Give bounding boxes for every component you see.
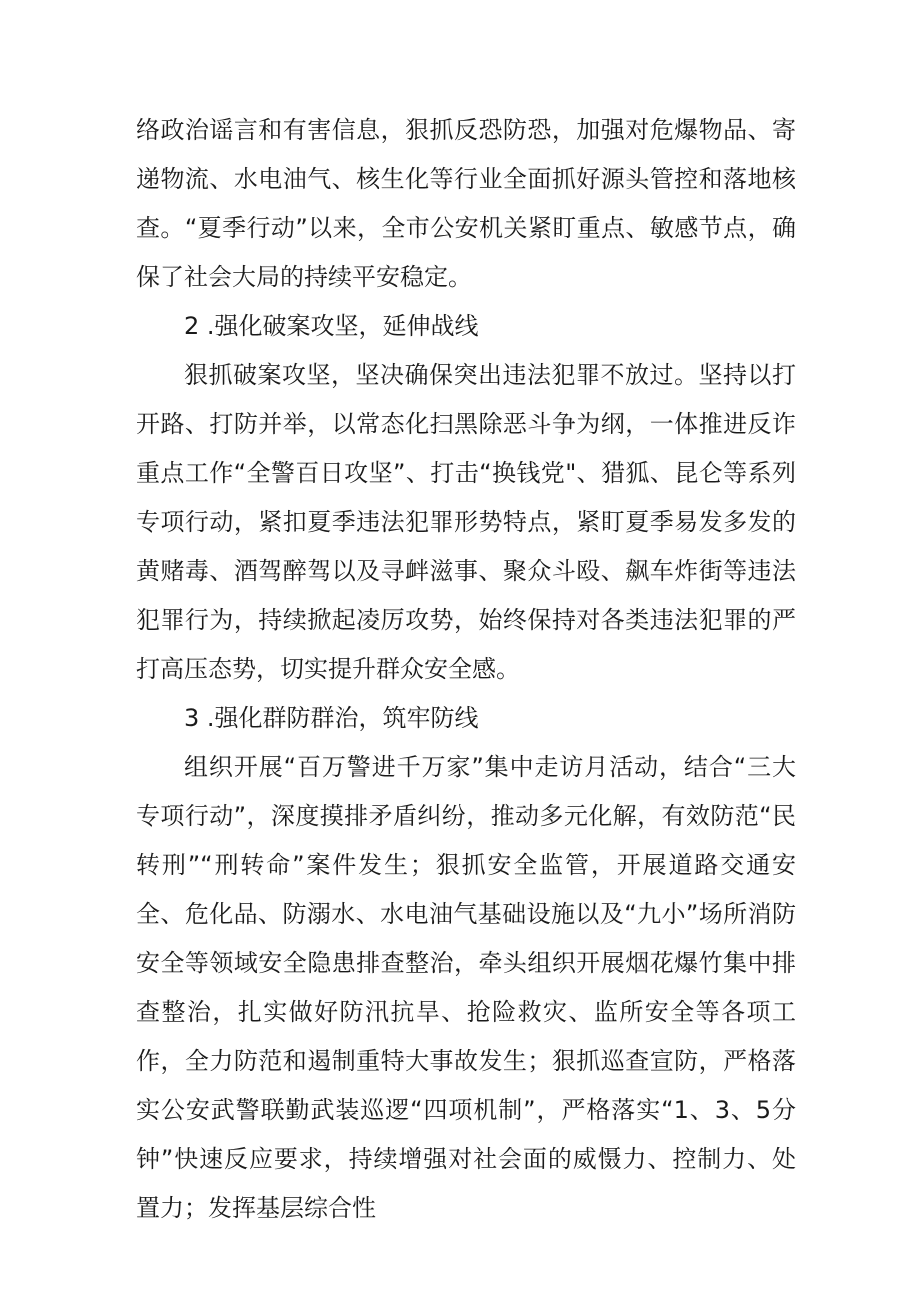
section-heading-3: 3 .强化群防群治，筑牢防线 [184,704,479,732]
section-heading-2: 2 .强化破案攻坚，延伸战线 [184,312,479,340]
paragraph-mass-prevention: 组织开展“百万警进千万家”集中走访月活动，结合“三大专项行动”，深度摸排矛盾纠纷，推动多元化解，有效防范“民转刑”“刑转命”案件发生；狠抓安全监管，开展道路交通安全、危化品、防溺水、水电油气基础设施以及“九小”场所消防安全等领域安全隐患排查整治，牵头组织开展烟花爆竹集中排查整治，扎实做好防汛抗旱、抢险救灾、监所安全等各项工作，全力防范和遏制重特大事故发生；狠抓巡查宣防，严格落实公安武警联勤武装巡逻“四项机制”，严格落实“1、3、5分钟”快速反应要求，持续增强对社会面的威慑力、控制力、处置力；发挥基层综合性 [136,753,796,1222]
document-body [136,106,796,1233]
paragraph-continuation: 络政治谣言和有害信息，狠抓反恐防恐，加强对危爆物品、寄递物流、水电油气、核生化等行业全面抓好源头管控和落地核查。“夏季行动”以来，全市公安机关紧盯重点、敏感节点，确保了社会大局的持续平安稳定。 [136,116,796,291]
paragraph-case-solving: 狠抓破案攻坚，坚决确保突出违法犯罪不放过。坚持以打开路、打防并举，以常态化扫黑除恶斗争为纲，一体推进反诈重点工作“全警百日攻坚”、打击“换钱党"、猎狐、昆仑等系列专项行动，紧扣夏季违法犯罪形势特点，紧盯夏季易发多发的黄赌毒、酒驾醉驾以及寻衅滋事、聚众斗殴、飙车炸街等违法犯罪行为，持续掀起凌厉攻势，始终保持对各类违法犯罪的严打高压态势，切实提升群众安全感。 [136,361,796,683]
